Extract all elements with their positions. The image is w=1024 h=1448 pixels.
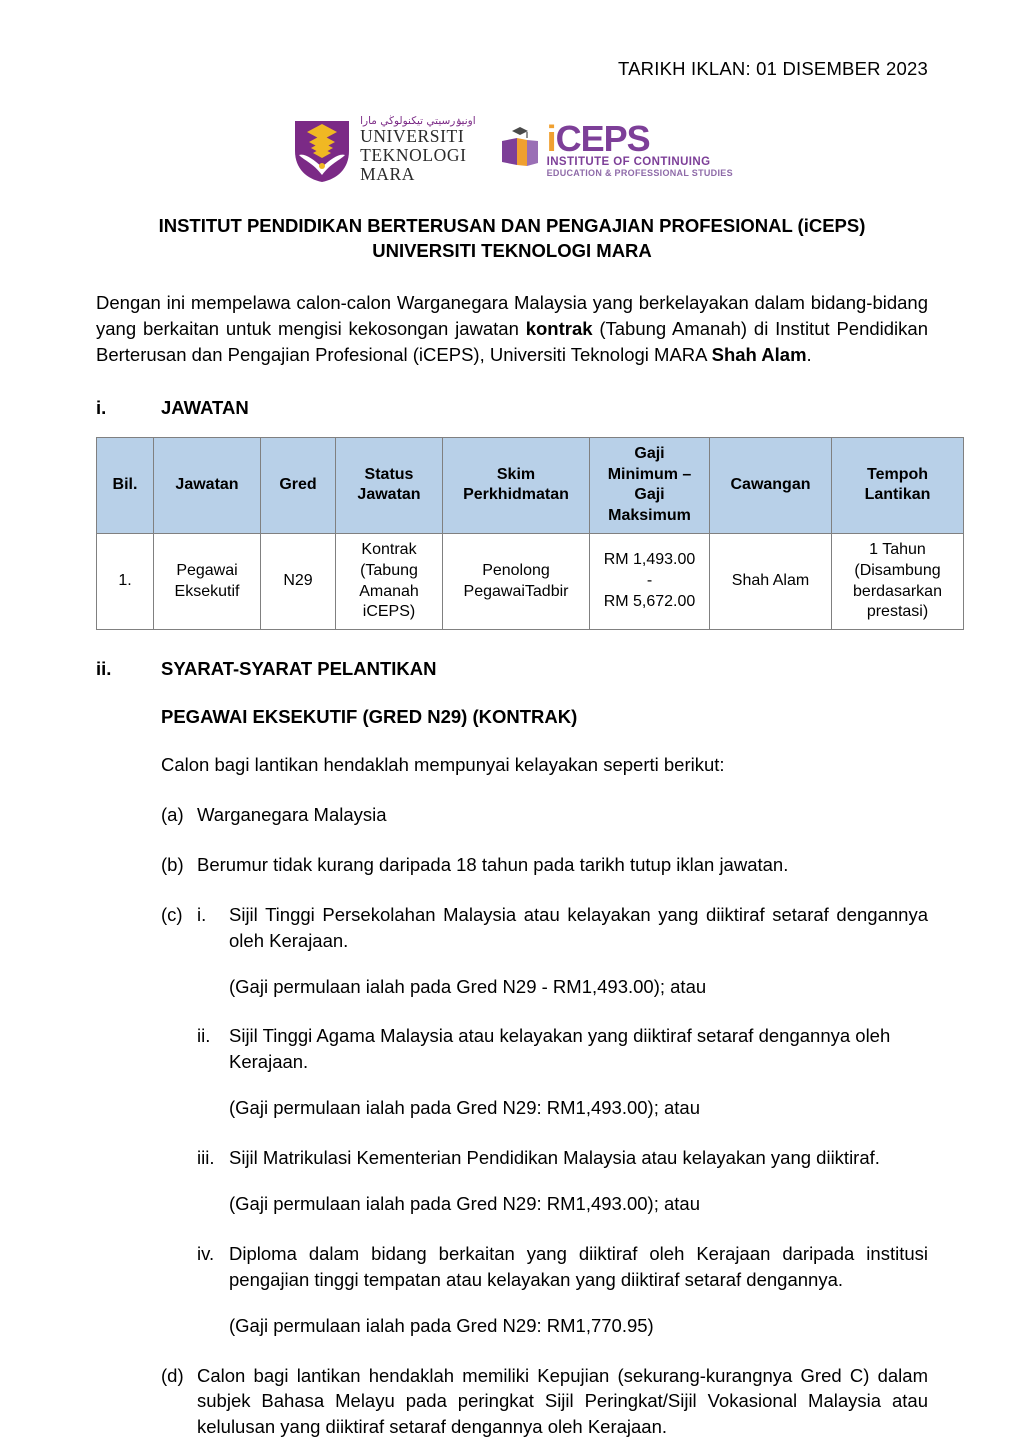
th-tempoh-line1: Tempoh — [866, 465, 929, 483]
intro-part-2: (Tabung Amanah) di Institut Pendidikan Berterusan dan Pengajian Profesional (iCEPS), Universiti Teknologi MARA — [96, 318, 928, 366]
cell-skim-line2: PegawaiTadbir — [463, 582, 569, 600]
section-ii-label: SYARAT-SYARAT PELANTIKAN — [161, 658, 437, 680]
sub-list-row — [197, 1023, 928, 1075]
sub-list-item — [161, 1145, 928, 1217]
sub-body-c-ii — [197, 1023, 928, 1121]
logo-row — [96, 114, 928, 186]
uitm-wordmark — [360, 116, 476, 184]
cell-gred: N29 — [261, 533, 336, 629]
list-item — [161, 1363, 928, 1441]
cell-skim-perkhidmatan — [443, 533, 590, 629]
section-i-label: JAWATAN — [161, 396, 249, 418]
sub-note-c-i: (Gaji permulaan ialah pada Gred N29 - RM1,493.00); atau — [229, 975, 707, 997]
cell-tempoh-line2: (Disambung — [854, 561, 941, 579]
th-gaji-line1: Gaji — [634, 444, 665, 462]
list-text-a: Warganegara Malaysia — [197, 804, 387, 825]
sub-text-c-i: Sijil Tinggi Persekolahan Malaysia atau kelayakan yang diiktiraf setaraf dengannya oleh Kerajaan. — [229, 903, 928, 951]
cell-gaji-max: RM 5,672.00 — [603, 592, 696, 610]
cell-status-line3: Amanah — [359, 582, 419, 600]
th-skim-perkhidmatan — [443, 437, 590, 533]
iceps-subtitle-line1: INSTITUTE OF CONTINUING — [546, 155, 711, 168]
list-text-b: Berumur tidak kurang daripada 18 tahun pada tarikh tutup iklan jawatan. — [197, 853, 789, 875]
sub-list-item — [161, 1241, 928, 1339]
indent-spacer — [161, 1241, 197, 1339]
sub-list-row — [197, 1241, 928, 1293]
th-skim-line2: Perkhidmatan — [463, 486, 569, 504]
th-bil: Bil. — [97, 437, 154, 533]
cell-gaji — [590, 533, 710, 629]
section-ii-subheading: PEGAWAI EKSEKUTIF (GRED N29) (KONTRAK) — [161, 706, 578, 728]
list-item — [161, 802, 928, 828]
iceps-logo — [498, 117, 733, 179]
cell-jawatan-line2: Eksekutif — [174, 582, 240, 600]
uitm-name-line2: TEKNOLOGI — [360, 145, 467, 166]
syarat-body — [161, 752, 928, 1440]
section-i-number: i. — [96, 396, 107, 418]
uitm-name-line3: MARA — [360, 164, 415, 185]
cell-gaji-dash: - — [646, 572, 653, 590]
list-item — [161, 852, 928, 878]
cell-cawangan: Shah Alam — [710, 533, 832, 629]
sub-note-c-ii: (Gaji permulaan ialah pada Gred N29: RM1,493.00); atau — [229, 1097, 700, 1119]
list-marker-b: (b) — [161, 853, 184, 875]
list-marker-a: (a) — [161, 804, 184, 825]
iceps-book-graduate-icon — [498, 125, 542, 169]
page-title — [96, 214, 928, 264]
th-tempoh-lantikan — [832, 437, 964, 533]
jawatan-table — [96, 437, 964, 630]
th-cawangan: Cawangan — [710, 437, 832, 533]
cell-jawatan — [154, 533, 261, 629]
iceps-word — [546, 117, 733, 159]
uitm-logo — [291, 116, 476, 184]
uitm-jawi-text: اونيۏرسيتي تيکنولوڬي مارا — [360, 114, 476, 127]
th-gaji-line3: Gaji — [634, 486, 665, 504]
section-ii-number: ii. — [96, 658, 112, 680]
sub-text-c-ii: Sijil Tinggi Agama Malaysia atau kelayakan yang diiktiraf setaraf dengannya oleh Kerajaan. — [229, 1025, 891, 1073]
iceps-wordmark — [546, 117, 733, 179]
indent-spacer — [161, 1145, 197, 1217]
sub-list-item — [197, 902, 928, 954]
th-status-line1: Status — [364, 465, 414, 483]
cell-status-line1: Kontrak — [361, 540, 417, 558]
th-status-line2: Jawatan — [357, 486, 421, 504]
intro-part-1: Dengan ini mempelawa calon-calon Warganegara Malaysia yang berkelayakan dalam bidang-bidang yang berkaitan untuk mengisi kekosongan jawatan — [96, 291, 928, 340]
section-heading-syarat — [96, 658, 928, 680]
uitm-name-line1: UNIVERSITI — [360, 126, 465, 147]
th-gred: Gred — [261, 437, 336, 533]
sub-marker-c-ii: ii. — [197, 1025, 211, 1047]
cell-status-jawatan — [336, 533, 443, 629]
list-item — [161, 902, 928, 1000]
intro-part-3: . — [806, 344, 812, 366]
list-marker-c: (c) — [161, 903, 183, 925]
th-gaji — [590, 437, 710, 533]
cell-jawatan-line1: Pegawai — [176, 561, 238, 579]
title-line-1: INSTITUT PENDIDIKAN BERTERUSAN DAN PENGAJIAN PROFESIONAL (iCEPS) — [158, 215, 866, 236]
intro-bold-kontrak: kontrak — [525, 318, 593, 340]
sub-text-c-iii: Sijil Matrikulasi Kementerian Pendidikan Malaysia atau kelayakan yang diiktiraf. — [229, 1147, 880, 1169]
cell-bil: 1. — [97, 533, 154, 629]
list-text-d: Calon bagi lantikan hendaklah memiliki Kepujian (sekurang-kurangnya Gred C) dalam subjek Bahasa Melayu pada peringkat Sijil Peringkat/Sijil Vokasional Malaysia atau kelulusan yang diiktiraf setaraf dengannya oleh Kerajaan. — [197, 1364, 928, 1438]
advertisement-date: TARIKH IKLAN: 01 DISEMBER 2023 — [618, 58, 928, 79]
cell-tempoh-line1: 1 Tahun — [869, 540, 926, 558]
section-heading-jawatan — [96, 397, 928, 419]
sub-body-c-iii — [197, 1145, 928, 1217]
sub-marker-c-iii: iii. — [197, 1147, 215, 1169]
indent-spacer — [161, 1023, 197, 1121]
cell-tempoh-lantikan — [832, 533, 964, 629]
th-gaji-line4: Maksimum — [608, 507, 691, 525]
cell-status-line2: (Tabung — [360, 561, 418, 579]
sub-marker-c-i: i. — [197, 903, 207, 925]
sub-note-c-iv: (Gaji permulaan ialah pada Gred N29: RM1,770.95) — [229, 1314, 654, 1336]
sub-list-item — [161, 1023, 928, 1121]
table-header-row — [97, 437, 964, 533]
uitm-shield-icon — [291, 117, 353, 183]
sub-text-c-iv: Diploma dalam bidang berkaitan yang diiktiraf oleh Kerajaan daripada institusi pengajian tinggi tempatan atau kelayakan yang diiktiraf setaraf dengannya. — [229, 1242, 928, 1290]
iceps-subtitle-line2: EDUCATION & PROFESSIONAL STUDIES — [546, 168, 733, 179]
cell-status-line4: iCEPS) — [362, 603, 416, 621]
intro-bold-shah-alam: Shah Alam — [711, 344, 807, 366]
iceps-ceps-letters: CEPS — [555, 117, 650, 159]
list-body-c — [197, 902, 928, 1000]
title-line-2: UNIVERSITI TEKNOLOGI MARA — [372, 239, 652, 261]
sub-marker-c-iv: iv. — [197, 1242, 215, 1264]
sub-body-c-iv — [197, 1241, 928, 1339]
cell-gaji-min: RM 1,493.00 — [603, 551, 696, 569]
th-status-jawatan — [336, 437, 443, 533]
list-marker-d: (d) — [161, 1364, 184, 1386]
sub-note-c-iii: (Gaji permulaan ialah pada Gred N29: RM1,493.00); atau — [229, 1193, 700, 1215]
th-jawatan: Jawatan — [154, 437, 261, 533]
th-tempoh-line2: Lantikan — [864, 486, 931, 504]
th-skim-line1: Skim — [496, 465, 536, 483]
cell-tempoh-line4: prestasi) — [866, 603, 929, 621]
sub-list-row — [197, 1145, 928, 1171]
th-gaji-line2: Minimum – — [607, 465, 692, 483]
cell-tempoh-line3: berdasarkan — [853, 582, 942, 600]
iceps-i-letter: i — [546, 117, 556, 159]
syarat-lead-text: Calon bagi lantikan hendaklah mempunyai kelayakan seperti berikut: — [161, 754, 725, 776]
cell-skim-line1: Penolong — [482, 561, 550, 579]
intro-paragraph — [96, 290, 928, 369]
table-row — [97, 533, 964, 629]
